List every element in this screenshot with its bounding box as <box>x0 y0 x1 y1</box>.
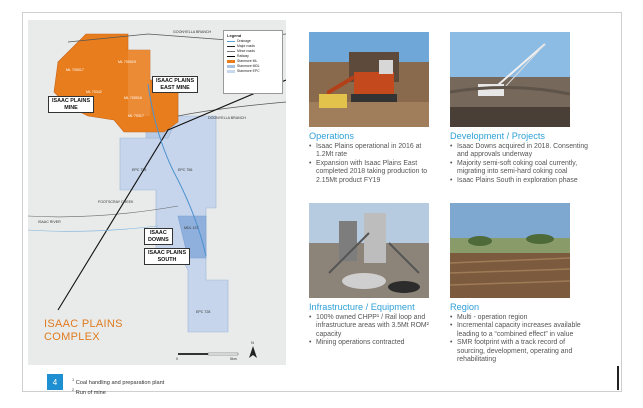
isaac-plains-map <box>28 20 286 365</box>
callout-isaac-plains-mine: ISAAC PLAINS MINE <box>48 96 94 113</box>
legend-swatch <box>227 60 235 63</box>
map-tenement-label: MDL 137 <box>184 226 199 230</box>
legend-item: Stanmore EPC <box>227 69 279 74</box>
legend-item: Stanmore MDL <box>227 64 279 69</box>
map-tenement-label: EPC 728 <box>196 310 211 314</box>
operations-list <box>309 143 434 185</box>
map-tenement-label: ML 70342 <box>86 90 102 94</box>
legend-item: Drainage <box>227 39 279 44</box>
list-item: • Multi - operation region <box>450 314 590 322</box>
operations-title: Operations <box>309 131 354 141</box>
edge-marker <box>617 366 619 390</box>
list-item: • Majority semi-soft coking coal currently, migrating into semi-hard coking coal <box>450 160 588 177</box>
page-number: 4 <box>47 374 63 390</box>
legend-item: Major roads <box>227 44 279 49</box>
list-item: • SMR footprint with a track record of sourcing, development, operating and rehabilitating <box>450 339 590 364</box>
legend-swatch <box>227 65 235 68</box>
infrastructure-photo <box>309 203 429 298</box>
map-tenement-label: ML 700017 <box>66 68 84 72</box>
legend-item: Railway <box>227 54 279 59</box>
region-title: Region <box>450 302 480 312</box>
map-tenement-label: ML 700019 <box>118 60 136 64</box>
map-creek-label: FOOTSCRAY CREEK <box>98 200 134 204</box>
map-tenement-label: EPC 755 <box>132 168 147 172</box>
callout-isaac-plains-south: ISAAC PLAINS SOUTH <box>144 248 190 265</box>
development-title: Development / Projects <box>450 131 545 141</box>
callout-isaac-plains-east: ISAAC PLAINS EAST MINE <box>152 76 198 93</box>
footnote: $^1$ Coal handling and preparation plant <box>72 378 165 386</box>
development-photo <box>450 32 570 127</box>
map-river-label: ISAAC RIVER <box>38 220 61 224</box>
list-item: • 100% owned CHPP¹ / Rail loop and infrastructure areas with 3.5Mt ROM² capacity <box>309 314 434 339</box>
map-legend <box>223 30 283 94</box>
scale-bar-end: 5km <box>230 357 237 361</box>
list-item: • Isaac Plains operational in 2016 at 1.2Mt rate <box>309 143 434 160</box>
footnote: $^2$ Run of mine <box>72 387 106 396</box>
map-tenement-label: ML 700016 <box>124 96 142 100</box>
region-photo <box>450 203 570 298</box>
scale-bar-start: 0 <box>176 357 178 361</box>
map-tenement-label: ML 70317 <box>128 114 144 118</box>
list-item: • Isaac Downs acquired in 2018. Consenting and approvals underway <box>450 143 588 160</box>
list-item: • Isaac Plains South in exploration phase <box>450 177 588 185</box>
map-tenement-label: EPC 756 <box>178 168 193 172</box>
region-list <box>450 314 590 364</box>
list-item: • Expansion with Isaac Plains East completed 2018 taking production to 2.15Mt product FY19 <box>309 160 434 185</box>
infrastructure-list <box>309 314 434 348</box>
legend-swatch <box>227 70 235 73</box>
list-item: • Incremental capacity increases available leading to a “combined effect” in value <box>450 322 590 339</box>
legend-item: Stanmore ML <box>227 59 279 64</box>
map-title: ISAAC PLAINS COMPLEX <box>44 318 123 343</box>
legend-item: Minor roads <box>227 49 279 54</box>
infrastructure-title: Infrastructure / Equipment <box>309 302 415 312</box>
legend-swatch <box>227 56 235 57</box>
map-road-label: DOONYELLA BRANCH <box>208 116 246 120</box>
north-arrow-icon: N <box>251 340 254 345</box>
footnotes <box>72 377 164 397</box>
legend-swatch <box>227 51 235 52</box>
map-road-label: GOONYELLA BRANCH <box>173 30 212 34</box>
legend-title: Legend <box>227 33 242 38</box>
legend-swatch <box>227 41 235 42</box>
legend-swatch <box>227 46 235 47</box>
operations-photo <box>309 32 429 127</box>
development-list <box>450 143 588 185</box>
callout-isaac-downs: ISAAC DOWNS <box>144 228 173 245</box>
list-item: • Mining operations contracted <box>309 339 434 347</box>
